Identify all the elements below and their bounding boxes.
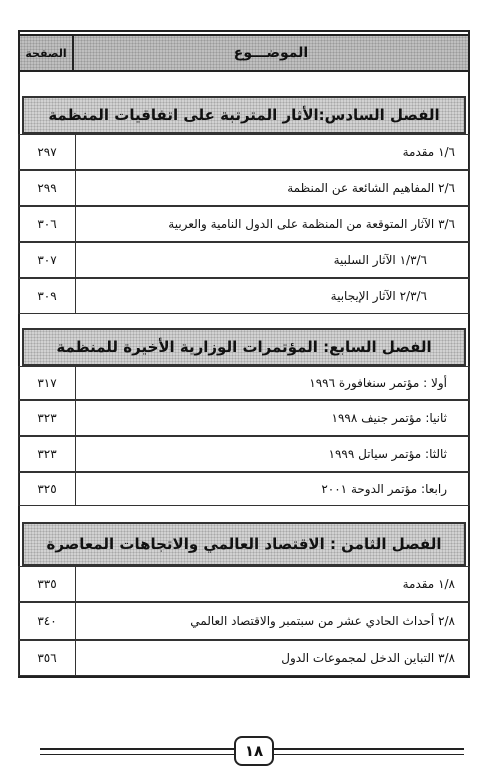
- entry-page: ٢٩٩: [37, 181, 57, 195]
- entry-page: ٣٥٦: [37, 651, 57, 665]
- entry-page: ٣٢٣: [37, 411, 57, 425]
- toc-entry[interactable]: [18, 206, 470, 242]
- footer-rule-right: [270, 748, 464, 755]
- toc-entry[interactable]: [18, 366, 470, 400]
- toc-entry[interactable]: [18, 640, 470, 676]
- entry-text: ١/٦ مقدمة: [75, 135, 469, 169]
- entry-page: ٣٣٥: [37, 577, 57, 591]
- entry-text: ١/٣/٦ الآثار السلبية: [75, 243, 469, 277]
- footer-rule-left: [40, 748, 234, 755]
- entry-page: ٣٠٩: [37, 289, 57, 303]
- entry-page: ٣٢٥: [37, 482, 57, 496]
- toc-header: [18, 34, 470, 72]
- entry-page: ٣٠٦: [37, 217, 57, 231]
- chapter-8-title: الفصل الثامن : الاقتصاد العالمي والاتجاهات المعاصرة: [22, 522, 466, 566]
- page-number: ١٨: [234, 736, 274, 766]
- entry-text: ٣/٦ الآثار المتوقعة من المنظمة على الدول النامية والعربية: [75, 207, 469, 241]
- toc-entry[interactable]: [18, 602, 470, 640]
- entry-text: ثانيا: مؤتمر جنيف ١٩٩٨: [75, 401, 469, 435]
- toc-entry[interactable]: [18, 400, 470, 436]
- toc-entry[interactable]: [18, 170, 470, 206]
- entry-text: أولا : مؤتمر سنغافورة ١٩٩٦: [75, 367, 469, 399]
- entry-page: ٣١٧: [37, 376, 57, 390]
- toc-entry[interactable]: [18, 278, 470, 314]
- entry-text: ٢/٣/٦ الآثار الإيجابية: [75, 279, 469, 313]
- header-page: الصفحة: [25, 46, 67, 60]
- toc-entry[interactable]: [18, 472, 470, 506]
- toc-entry[interactable]: [18, 436, 470, 472]
- entry-page: ٣٢٣: [37, 447, 57, 461]
- toc-entry[interactable]: [18, 566, 470, 602]
- chapter-7-title: الفصل السابع: المؤتمرات الوزارية الأخيرة للمنظمة: [22, 328, 466, 366]
- entry-text: ١/٨ مقدمة: [75, 567, 469, 601]
- entry-text: ٣/٨ التباين الدخل لمجموعات الدول: [75, 641, 469, 675]
- entry-page: ٣٤٠: [37, 614, 57, 628]
- header-topic: الموضـــوع: [72, 36, 468, 70]
- entry-text: ثالثا: مؤتمر سياتل ١٩٩٩: [75, 437, 469, 471]
- toc-entry[interactable]: [18, 134, 470, 170]
- entry-page: ٣٠٧: [37, 253, 57, 267]
- entry-text: ٢/٦ المفاهيم الشائعة عن المنظمة: [75, 171, 469, 205]
- chapter-6-title: الفصل السادس:الأثار المترتبة على اتفاقيات المنظمة: [22, 96, 466, 134]
- entry-text: رابعا: مؤتمر الدوحة ٢٠٠١: [75, 473, 469, 505]
- entry-page: ٢٩٧: [37, 145, 57, 159]
- entry-text: ٢/٨ أحداث الحادي عشر من سبتمبر والاقتصاد العالمي: [75, 603, 469, 639]
- toc-entry[interactable]: [18, 242, 470, 278]
